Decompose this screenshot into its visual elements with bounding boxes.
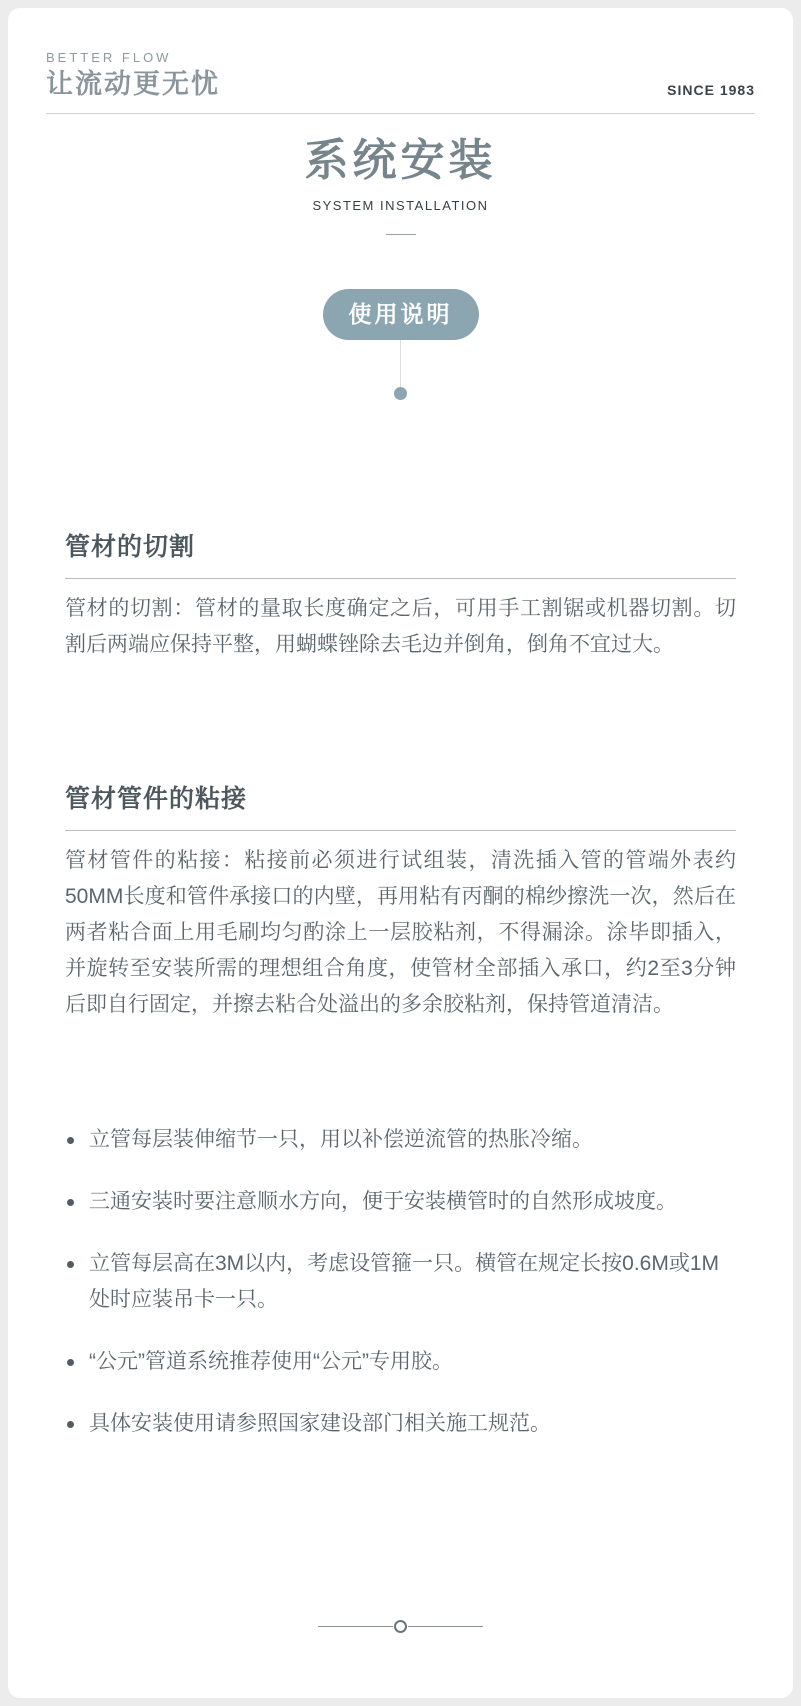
badge-connector-dot-icon — [394, 387, 407, 400]
title-dash-divider — [386, 234, 416, 235]
section-pipe-bonding — [65, 782, 736, 1023]
list-item-text: 立管每层装伸缩节一只，用以补偿逆流管的热胀冷缩。 — [89, 1128, 593, 1151]
brand-tagline: BETTER FLOW — [46, 50, 172, 65]
list-item — [65, 1246, 736, 1318]
bullet-dot-icon — [67, 1199, 74, 1206]
since-label: SINCE 1983 — [667, 82, 755, 98]
list-item — [65, 1344, 736, 1380]
badge-connector-line — [400, 340, 401, 387]
brand-logo: 让流动更无忧 — [46, 69, 220, 99]
bullet-dot-icon — [67, 1421, 74, 1428]
section-pipe-cutting — [65, 530, 736, 663]
list-item-text: “公元”管道系统推荐使用“公元”专用胶。 — [89, 1350, 453, 1373]
bullet-dot-icon — [67, 1261, 74, 1268]
title-block — [8, 136, 793, 235]
bullet-dot-icon — [67, 1359, 74, 1366]
list-item-text: 三通安装时要注意顺水方向，便于安装横管时的自然形成坡度。 — [89, 1190, 677, 1213]
page-title: 系统安装 — [304, 136, 497, 185]
list-item — [65, 1184, 736, 1220]
footer-divider — [8, 1620, 793, 1633]
list-item — [65, 1122, 736, 1158]
section-heading: 管材管件的粘接 — [65, 782, 736, 831]
section-heading: 管材的切割 — [65, 530, 736, 579]
footer-circle-icon — [394, 1620, 407, 1633]
installation-notes-list — [65, 1122, 736, 1442]
header — [46, 8, 755, 114]
list-item — [65, 1406, 736, 1442]
list-item-text: 具体安装使用请参照国家建设部门相关施工规范。 — [89, 1412, 551, 1435]
page-subtitle: SYSTEM INSTALLATION — [312, 198, 489, 213]
content-card — [8, 8, 793, 1698]
brand-block — [46, 50, 220, 99]
usage-instructions-badge: 使用说明 — [323, 289, 479, 340]
footer-line-right — [408, 1626, 483, 1627]
bullet-dot-icon — [67, 1137, 74, 1144]
badge-block — [8, 289, 793, 400]
section-body: 管材管件的粘接：粘接前必须进行试组装，清洗插入管的管端外表约50MM长度和管件承接口的内壁，再用粘有丙酮的棉纱擦洗一次，然后在两者粘合面上用毛刷均匀酌涂上一层胶粘剂，不得漏涂。涂毕即插入，并旋转至安装所需的理想组合角度，使管材全部插入承口，约2至3分钟后即自行固定，并擦去粘合处溢出的多余胶粘剂，保持管道清洁。 — [65, 849, 736, 1016]
footer-line-left — [318, 1626, 393, 1627]
list-item-text: 立管每层高在3M以内，考虑设管箍一只。横管在规定长按0.6M或1M处时应装吊卡一只。 — [89, 1252, 720, 1311]
section-body: 管材的切割：管材的量取长度确定之后，可用手工割锯或机器切割。切割后两端应保持平整，用蝴蝶锉除去毛边并倒角，倒角不宜过大。 — [65, 597, 736, 656]
